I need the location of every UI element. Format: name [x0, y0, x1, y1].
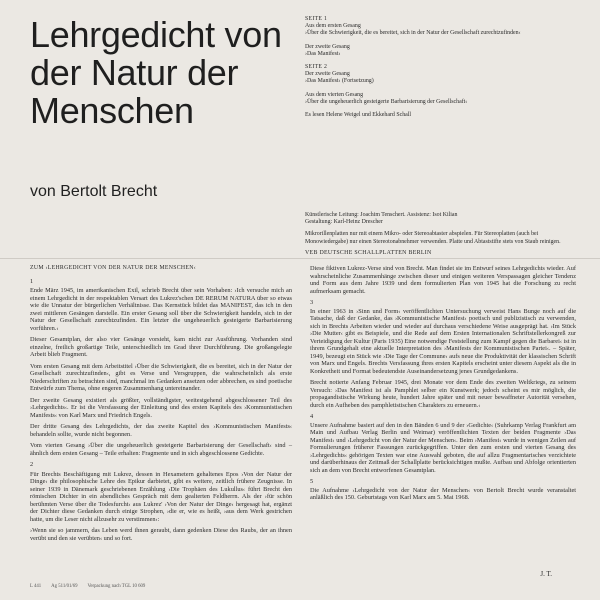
- side-block: [305, 112, 575, 119]
- essay-paragraph: ›Wenn sie so jammern, das Leben werd ihnen geraubt, dann gedenken Diese des Raubs, der an ihnen verübt und den sie verübten‹ und so fort.: [30, 527, 292, 542]
- essay-paragraph: Vom vierten Gesang ›Über die ungeheuerlich gesteigerte Barbarisierung der Gesellschaft‹ sind – ähnlich dem ersten Gesang – Teile erhalten: Fragmente und in sich abgeschlossene Gedichte.: [30, 442, 292, 457]
- essay-paragraph: Der dritte Gesang des Lehrgedichts, der das zweite Kapitel des ›Kommunistischen Manifests‹ behandeln sollte, wurde nicht begonnen.: [30, 423, 292, 438]
- track-line: Der zweite Gesang: [305, 71, 350, 78]
- essay-paragraph: In einer 1963 in ›Sinn und Form‹ veröffentlichten Untersuchung verweist Hans Bunge noch auf die Tatsache, daß der Gedanke, das ›Kommunistische Manifest‹ poetisch und publizistisch zu verwenden, sich in Brechts Arbeiten wieder und wieder auf durchaus verschiedene Weise ausgeprägt hat. ›Im Stück ›Die Mutter‹ gibt es Beispiele, und die Rede auf dem Ersten Internationalen Schriftstellerkongreß zur Verteidigung der Kultur (Paris 1935) Eine notwendige Feststellung zum Kampf gegen die Barbarei‹ ist in ihrem Grundgehalt eine aktuelle Interpretation des ›Manifests der Kommunistischen Partei‹. – Später, 1949, bezeugt ein Stück wie ›Die Tage der Commune‹ aufs neue die Produktivität der klassischen Schrift von Marx und Engels. Brechts Versfassung ihres ersten Kapitels erscheint unter diesem Aspekt als die in Konkretheit und Format bedeutendste Auseinandersetzung jenes Grundgedankens.: [310, 307, 576, 375]
- track-line: Aus dem vierten Gesang: [305, 91, 364, 98]
- section-number: 1: [30, 277, 34, 285]
- artistic-direction: Künstlerische Leitung: Joachim Tenschert. Assistenz: Isot Kilian: [305, 212, 458, 218]
- credits-block: [305, 212, 577, 257]
- catalog-footer: [30, 584, 590, 589]
- essay-paragraph: Die Aufnahme ›Lehrgedicht von der Natur der Menschen‹ von Bertolt Brecht wurde veranstaltet anläßlich des 150. Geburtstags von Karl Marx am 5. Mai 1968.: [310, 486, 576, 501]
- section-number: 5: [310, 478, 314, 485]
- essay-paragraph: Brecht notierte Anfang Februar 1945, drei Monate vor dem Ende des zweiten Weltkriegs, zu seinem Versuch: ›Das Manifest ist als Pamphlet selber ein Kunstwerk; jedoch scheint es mir möglich, die propagandistische Wirkung heute, hundert Jahre später und mit neuer bewaffneter Autorität versehen, durch ein Aufheben des pamphletistischen Charakters zu erneuern.‹: [310, 379, 576, 409]
- footer-code: Verpackung nach TGL 10 609: [87, 584, 146, 589]
- playback-note: Mikrorillenplatten nur mit einem Mikro- oder Stereoabtaster abspielen. Für Stereoplatten (auch bei Monowiedergabe) nur einen Stereotonabnehmer verwenden. Platte und Abtaststifte stets von Staub reinigen.: [305, 231, 561, 245]
- track-line: ›Das Manifest‹: [305, 50, 341, 57]
- album-title: Lehrgedicht von der Natur der Menschen: [30, 14, 282, 131]
- author-initials: J. T.: [540, 570, 552, 578]
- section-number: 4: [310, 413, 314, 420]
- left-sections: [30, 278, 292, 543]
- essay-paragraph: Vom ersten Gesang mit dem Arbeitstitel ›Über die Schwierigkeit, die es bereitet, sich in der Natur der Gesellschaft zurechtzufinden‹, gibt es Verse und Versgruppen, die wahrscheinlich als erste Niederschriften zu betrachten sind, manchmal im Gedanken ansetzen oder abbrechen, es sind poetische Entwürfe zum Thema, ohne engeren Zusammenhang untereinander.: [30, 362, 292, 392]
- track-line: ›Über die ungeheuerlich gesteigerte Barbarisierung der Gesellschaft‹: [305, 98, 468, 105]
- divider: [0, 258, 600, 259]
- album-author: von Bertolt Brecht: [30, 183, 158, 200]
- record-label: VEB DEUTSCHE SCHALLPLATTEN BERLIN: [305, 249, 432, 256]
- track-line: ›Über die Schwierigkeit, die es bereitet, sich in der Natur der Gesellschaft zurechtzufinden‹: [305, 30, 521, 37]
- side-block: [305, 64, 575, 86]
- essay-paragraph: Für Brechts Beschäftigung mit Lukrez, dessen in Hexametern gehaltenes Epos ›Von der Natur der Dinge‹ die philosophische Lehre des Epikur darbietet, gibt es weitere, zeitlich frühere Zeugnisse. In seiner 1939 in Dänemark geschriebenen Erzählung ›Die Trophäen des Lukullus‹ führt Brecht den römischen Dichter in ein abendliches Gespräch mit dem gealterten Feldherrn. Als der ›für schön berühmten Verse über die Todesfurcht‹ aus Lukrez' ›Von der Natur der Dinge‹ hergesagt hat, ergänzt der Dichter diese Gedanken durch einige Strophen, ›die er, wie es heißt, ›aus dem Werk gestrichen hatte, um die Leser nicht allzusehr zu verstimmen‹:: [30, 470, 292, 523]
- track-listing: [305, 16, 575, 125]
- essay-left-column: [30, 265, 292, 546]
- side-block: [305, 44, 575, 58]
- track-line: ›Das Manifest‹ (Fortsetzung): [305, 78, 374, 85]
- essay-paragraph: Unsere Aufnahme basiert auf den in den Bänden 6 und 9 der ›Gedichte‹ (Suhrkamp Verlag Frankfurt am Main und Aufbau Verlag Berlin und Weimar) veröffentlichten Texten der beiden Fragmente ›Das Manifest‹ und ›Lehrgedicht von der Natur der Menschen‹. Beim ›Manifest‹ wurde in wenigen Zeilen auf Formulierungen früherer Fassungen zurückgegriffen. Unter den zum ersten und vierten Gesang des ›Lehrgedichts‹ gehörigen Texten war eine Auswahl geboten, die auf allzu Fragmentarisches verzichtete und darüberhinaus der Zeitmaß der Schallplatte berücksichtigen mußte. Aufbau und Abfolge orientierten sich an dem von Brecht entworfenen Gesamtplan.: [310, 421, 576, 474]
- side-block: [305, 16, 575, 38]
- essay-right-column: [310, 265, 576, 506]
- footer-code: Ag 511/01/69: [51, 584, 78, 589]
- footer-code: L 441: [30, 584, 42, 589]
- track-line: Es lesen Helene Weigel und Ekkehard Schall: [305, 112, 412, 119]
- section-number: 2: [30, 461, 34, 468]
- essay-paragraph: Dieser Gesamtplan, der also vier Gesänge vorsieht, kam nicht zur Ausführung. Vorhanden sind einzelne, freilich großartige Teile, unterschiedlich im Grad ihrer Durchführung. Die großangelegte Arbeit blieb Fragment.: [30, 336, 292, 358]
- side-label: SEITE 2: [305, 64, 328, 71]
- essay-paragraph: Der zweite Gesang existiert als größter, vollständigster, weitestgehend abgeschlossener Teil des ›Lehrgedichts‹. Er ist die Versfassung der Einleitung und des ersten Kapitels des ›Kommunistischen Manifests‹ von Karl Marx und Friedrich Engels.: [30, 396, 292, 419]
- design-credit: Gestaltung: Karl-Heinz Drescher: [305, 219, 383, 226]
- track-line: Der zweite Gesang: [305, 43, 350, 50]
- essay-paragraph: Ende März 1945, im amerikanischen Exil, schrieb Brecht über sein Vorhaben: ›Ich versuche mich an einem Lehrgedicht in der respektablen Versart des Lukrez'schen DE RERUM NATURA über so etwas wie die Unnatur der bürgerlichen Verhältnisse. Das Kernstück bildet das MANIFEST, das ich in den zwei mittleren Gesängen darstelle. Ein erster Gesang soll über die Schwierigkeit handeln, sich in der Natur der Gesellschaft zurechtzufinden. Ein letzter die ungeheuerlich gesteigerte Barbarisierung vorführen.‹: [30, 287, 292, 332]
- section-number: 3: [310, 299, 314, 306]
- essay-heading: ZUM ›LEHRGEDICHT VON DER NATUR DER MENSCHEN‹: [30, 265, 196, 271]
- side-label: SEITE 1: [305, 16, 328, 22]
- essay-paragraph: Diese fiktiven Lukrez-Verse sind von Brecht. Man findet sie im Entwurf seines Lehrgedichts wieder. Auf wahrscheinliche Zusammenhänge zwischen dieser und einigen weiteren Verspassagen gleicher Tendenz und Form aus dem Jahre 1939 und dem formulierten Plan von 1945 hat die Forschung zu recht aufmerksam gemacht.: [310, 265, 576, 295]
- side-block: [305, 92, 575, 106]
- track-line: Aus dem ersten Gesang: [305, 23, 361, 30]
